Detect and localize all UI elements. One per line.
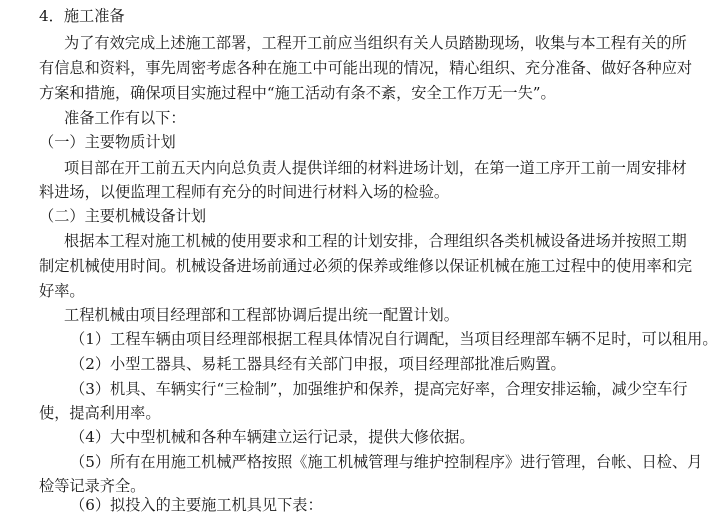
list-item-5: （5）所有在用施工机械严格按照《施工机械管理与维护控制程序》进行管理，台帐、日检、月 [70, 453, 703, 471]
subsection-1-line-1: 项目部在开工前五天内向总负责人提供详细的材料进场计划，在第一道工序开工前一周安排材 [64, 159, 687, 177]
subsection-2-title: （二）主要机械设备计划 [39, 207, 207, 225]
subsection-1-title: （一）主要物质计划 [39, 133, 176, 151]
list-item-6: （6）拟投入的主要施工机具见下表： [70, 496, 323, 514]
list-item-3-cont: 使，提高利用率。 [39, 404, 161, 422]
plan-line: 工程机械由项目经理部和工程部协调后提出统一配置计划。 [64, 306, 459, 324]
section-heading: 4．施工准备 [39, 7, 125, 25]
subsection-1-line-2: 料进场，以便监理工程师有充分的时间进行材料入场的检验。 [39, 183, 450, 201]
prep-intro: 准备工作有以下： [64, 109, 186, 127]
list-item-2: （2）小型工器具、易耗工器具经有关部门申报，项目经理部批准后购置。 [70, 355, 566, 373]
list-item-5-cont: 检等记录齐全。 [39, 477, 146, 495]
list-item-3: （3）机具、车辆实行“三检制”，加强维护和保养，提高完好率，合理安排运输，减少空车行 [70, 380, 688, 398]
subsection-2-line-2: 制定机械使用时间。机械设备进场前通过必须的保养或维修以保证机械在施工过程中的使用率和完 [39, 257, 693, 275]
intro-line-1: 为了有效完成上述施工部署，工程开工前应当组织有关人员踏勘现场，收集与本工程有关的所 [64, 34, 687, 52]
list-item-1: （1）工程车辆由项目经理部根据工程具体情况自行调配，当项目经理部车辆不足时，可以租用。 [70, 330, 718, 348]
intro-line-2: 有信息和资料，事先周密考虑各种在施工中可能出现的情况，精心组织、充分准备、做好各种应对 [39, 59, 693, 77]
subsection-2-line-1: 根据本工程对施工机械的使用要求和工程的计划安排，合理组织各类机械设备进场并按照工期 [64, 232, 687, 250]
intro-line-3: 方案和措施，确保项目实施过程中“施工活动有条不紊，安全工作万无一失”。 [39, 84, 556, 102]
list-item-4: （4）大中型机械和各种车辆建立运行记录，提供大修依据。 [70, 428, 475, 446]
subsection-2-line-3: 好率。 [39, 282, 85, 300]
